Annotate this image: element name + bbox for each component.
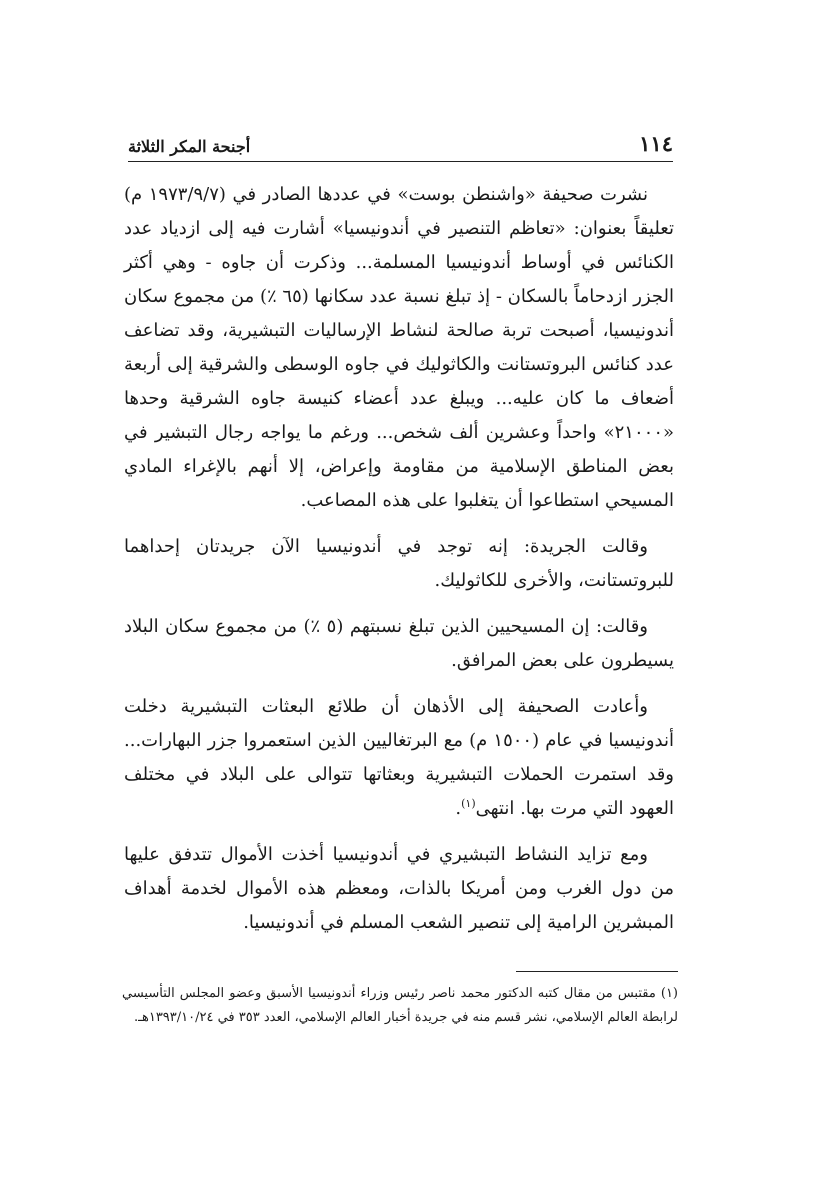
paragraph-4 [124, 690, 674, 826]
header-rule [128, 161, 673, 162]
body-text [124, 178, 674, 952]
paragraph-3: وقالت: إن المسيحيين الذين تبلغ نسبتهم (٥ ٪) من مجموع سكان البلاد يسيطرون على بعض المرافق. [124, 616, 674, 671]
running-title: أجنحة المكر الثلاثة [128, 137, 251, 156]
paragraph-5: ومع تزايد النشاط التبشيري في أندونيسيا أخذت الأموال تتدفق عليها من دول الغرب ومن أمريكا بالذات، ومعظم هذه الأموال لخدمة أهداف المبشرين الرامية إلى تنصير الشعب المسلم في أندونيسيا. [124, 844, 674, 933]
footnote-reference[interactable]: (١) [461, 797, 476, 810]
paragraph-2: وقالت الجريدة: إنه توجد في أندونيسيا الآن جريدتان إحداهما للبروتستانت، والأخرى للكاثوليك. [124, 536, 674, 591]
paragraph-4-text: وأعادت الصحيفة إلى الأذهان أن طلائع البعثات التبشيرية دخلت أندونيسيا في عام (١٥٠٠ م) مع البرتغاليين الذين استعمروا جزر البهارات... وقد استمرت الحملات التبشيرية وبعثاتها تتوالى على البلاد في مختلف العهود التي مرت بها. انتهى [124, 696, 674, 819]
paragraph-4-end: . [455, 798, 462, 819]
paragraph-1: نشرت صحيفة «واشنطن بوست» في عددها الصادر في (١٩٧٣/٩/٧ م) تعليقاً بعنوان: «تعاظم التنصير في أندونيسيا» أشارت فيه إلى ازدياد عدد الكنائس في أوساط أندونيسيا المسلمة... وذكرت أن جاوه - وهي أكثر الجزر ازدحاماً بالسكان - إذ تبلغ نسبة عدد سكانها (٦٥ ٪) من مجموع سكان أندونيسيا، أصبحت تربة صالحة لنشاط الإرساليات التبشيرية، وقد تضاعف عدد كنائس البروتستانت والكاثوليك في جاوه الوسطى والشرقية إلى أربعة أضعاف ما كان عليه... ويبلغ عدد أعضاء كنيسة جاوه الشرقية وحدها «٢١٠٠٠» واحداً وعشرين ألف شخص... ورغم ما يواجه رجال التبشير في بعض المناطق الإسلامية من مقاومة وإعراض، إلا أنهم بالإغراء المادي المسيحي استطاعوا أن يتغلبوا على هذه المصاعب. [124, 184, 674, 511]
page-number: ١١٤ [639, 131, 673, 156]
footnote-separator [516, 971, 678, 972]
page-header [128, 130, 673, 156]
footnote: (١) مقتبس من مقال كتبه الدكتور محمد ناصر رئيس وزراء أندونيسيا الأسبق وعضو المجلس التأسيسي لرابطة العالم الإسلامي، نشر قسم منه في جريدة أخبار العالم الإسلامي، العدد ٣٥٣ في ١٣٩٣/١٠/٢٤هـ. [122, 986, 678, 1025]
